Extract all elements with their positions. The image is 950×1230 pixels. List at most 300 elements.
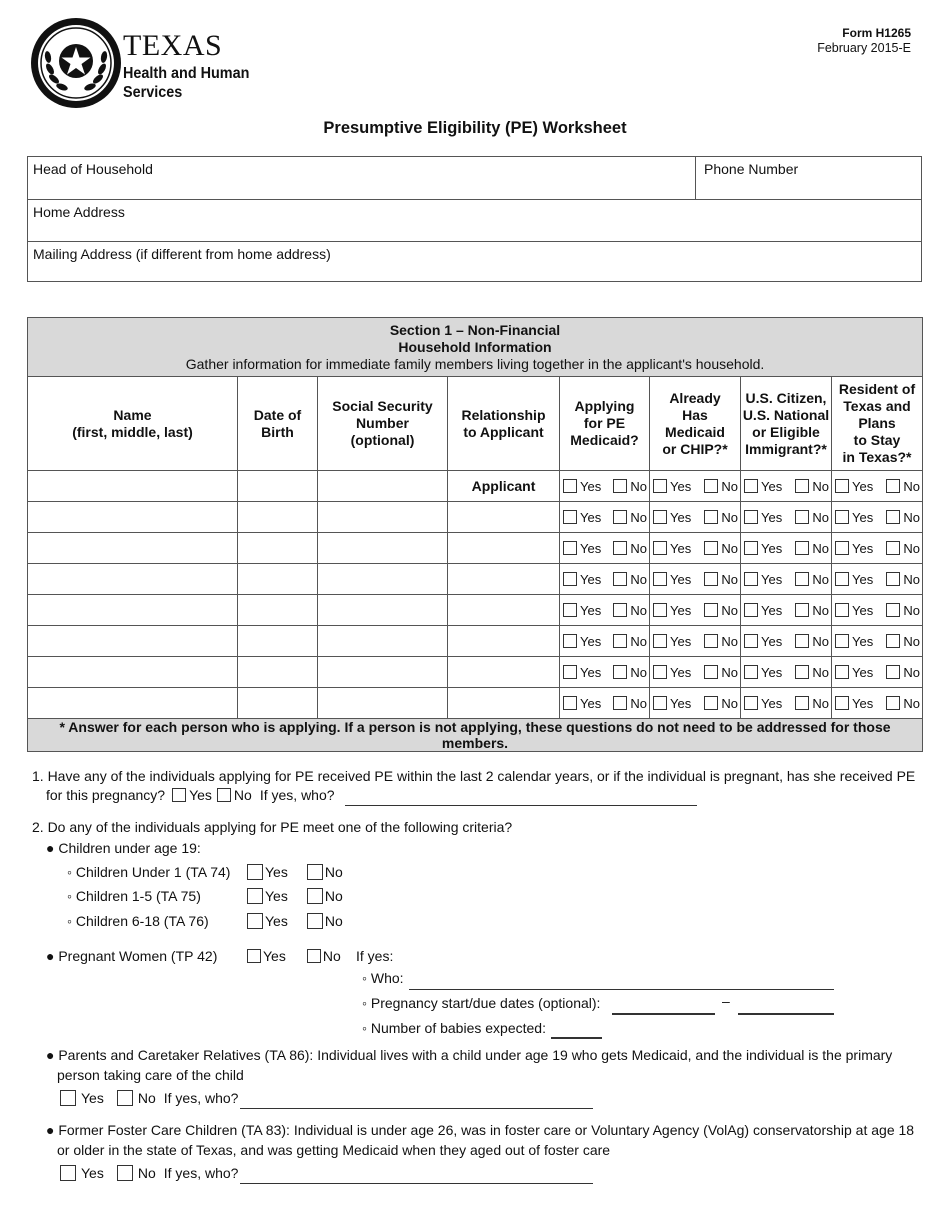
citizen-yes-option — [744, 634, 782, 649]
citizen-no-checkbox[interactable] — [795, 696, 809, 710]
has-medicaid-yes-no — [650, 541, 740, 556]
texas-resident-yes-no — [832, 603, 922, 618]
has-medicaid-yes-no — [650, 696, 740, 711]
babies-expected-input[interactable] — [551, 1037, 602, 1039]
citizen-yes-label: Yes — [761, 633, 783, 649]
applying-pe-no-option — [613, 665, 647, 680]
citizen-yes-option — [744, 510, 782, 525]
texas-resident-no-checkbox[interactable] — [886, 665, 900, 679]
has-medicaid-yes-option — [653, 665, 691, 680]
pregnant-no-checkbox[interactable] — [307, 949, 321, 963]
has-medicaid-no-checkbox[interactable] — [704, 665, 718, 679]
citizen-cell — [741, 533, 832, 564]
relationship-cell[interactable] — [448, 533, 560, 564]
section1-subtitle: Gather information for immediate family members living together in the applicant's household. — [185, 355, 765, 372]
has-medicaid-no-checkbox[interactable] — [704, 696, 718, 710]
children-1-5-label: ◦ Children 1-5 (TA 75) — [67, 888, 201, 904]
applying-pe-cell — [560, 595, 650, 626]
col-ssn-header-line: (optional) — [350, 432, 415, 448]
household-info-box — [27, 156, 922, 282]
texas-resident-yes-option — [835, 665, 873, 680]
citizen-cell — [741, 626, 832, 657]
citizen-yes-checkbox[interactable] — [744, 479, 758, 493]
has-medicaid-yes-option — [653, 634, 691, 649]
has-medicaid-yes-no — [650, 603, 740, 618]
has-medicaid-yes-option — [653, 572, 691, 587]
texas-resident-yes-checkbox[interactable] — [835, 572, 849, 586]
col-has-medicaid-header-line: Has — [682, 406, 708, 423]
applying-pe-yes-no — [560, 541, 649, 556]
pregnant-no-label: No — [322, 948, 341, 964]
has-medicaid-yes-option — [653, 510, 691, 525]
col-applying-pe-header — [560, 377, 650, 471]
applying-pe-cell — [560, 657, 650, 688]
citizen-yes-label: Yes — [761, 695, 783, 711]
texas-resident-cell — [832, 471, 923, 502]
applying-pe-no-label: No — [630, 571, 647, 587]
texas-resident-no-checkbox[interactable] — [886, 572, 900, 586]
dob-cell[interactable] — [238, 533, 318, 564]
texas-resident-yes-label: Yes — [852, 571, 874, 587]
parents-no-checkbox[interactable] — [117, 1090, 133, 1106]
citizen-no-checkbox[interactable] — [795, 634, 809, 648]
applying-pe-no-checkbox[interactable] — [613, 634, 627, 648]
texas-resident-no-checkbox[interactable] — [886, 510, 900, 524]
ssn-cell[interactable] — [318, 502, 448, 533]
citizen-no-checkbox[interactable] — [795, 572, 809, 586]
relationship-cell[interactable] — [448, 688, 560, 719]
has-medicaid-no-option — [704, 696, 738, 711]
citizen-no-label: No — [812, 602, 829, 618]
applying-pe-yes-no — [560, 603, 649, 618]
question1-text-line2: for this pregnancy? — [46, 787, 166, 803]
citizen-no-label: No — [812, 478, 829, 494]
citizen-yes-checkbox[interactable] — [744, 541, 758, 555]
has-medicaid-yes-label: Yes — [670, 509, 692, 525]
citizen-no-option — [795, 696, 829, 711]
dob-cell[interactable] — [238, 595, 318, 626]
citizen-no-option — [795, 479, 829, 494]
q1-yes-checkbox[interactable] — [172, 788, 186, 802]
q1-yes-label: Yes — [189, 787, 212, 803]
name-cell[interactable] — [28, 471, 238, 502]
citizen-yes-label: Yes — [761, 478, 783, 494]
applying-pe-no-label: No — [630, 664, 647, 680]
citizen-yes-checkbox[interactable] — [744, 510, 758, 524]
has-medicaid-no-label: No — [721, 509, 738, 525]
pregnant-who-input-line[interactable] — [409, 989, 834, 990]
applying-pe-yes-checkbox[interactable] — [563, 603, 577, 617]
relationship-cell[interactable] — [448, 564, 560, 595]
parents-no-label: No — [137, 1090, 156, 1106]
has-medicaid-yes-label: Yes — [670, 664, 692, 680]
col-texas-resident-header-line: Texas and — [843, 398, 911, 414]
texas-resident-no-option — [886, 479, 920, 494]
applying-pe-no-checkbox[interactable] — [613, 696, 627, 710]
dob-cell[interactable] — [238, 688, 318, 719]
col-has-medicaid-header — [650, 377, 741, 471]
texas-resident-no-checkbox[interactable] — [886, 634, 900, 648]
has-medicaid-no-checkbox[interactable] — [704, 603, 718, 617]
citizen-no-label: No — [812, 695, 829, 711]
children-under-1-no-label: No — [324, 864, 343, 880]
citizen-yes-label: Yes — [761, 571, 783, 587]
applying-pe-yes-option — [563, 510, 601, 525]
children-1-5-yes-no — [247, 886, 343, 906]
dob-cell[interactable] — [238, 564, 318, 595]
col-citizen-header-line: or Eligible — [752, 423, 820, 440]
has-medicaid-yes-checkbox[interactable] — [653, 510, 667, 524]
parents-yes-label: Yes — [81, 1090, 104, 1106]
has-medicaid-no-label: No — [721, 571, 738, 587]
parents-yes-no — [60, 1088, 238, 1108]
applying-pe-yes-no — [560, 634, 649, 649]
applying-pe-no-checkbox[interactable] — [613, 603, 627, 617]
texas-resident-yes-label: Yes — [852, 602, 874, 618]
question2-text: 2. Do any of the individuals applying for PE meet one of the following criteria? — [32, 819, 513, 835]
texas-resident-cell — [832, 595, 923, 626]
table-row — [28, 657, 923, 688]
home-address-field[interactable] — [28, 199, 921, 241]
pregnancy-due-date-input[interactable] — [738, 1013, 834, 1015]
applying-pe-no-label: No — [630, 478, 647, 494]
applying-pe-yes-label: Yes — [580, 478, 602, 494]
has-medicaid-yes-checkbox[interactable] — [653, 696, 667, 710]
texas-resident-no-option — [886, 634, 920, 649]
table-row — [28, 626, 923, 657]
children-6-18-label: ◦ Children 6-18 (TA 76) — [67, 913, 209, 929]
applying-pe-no-checkbox[interactable] — [613, 665, 627, 679]
applying-pe-cell — [560, 626, 650, 657]
ssn-cell[interactable] — [318, 471, 448, 502]
texas-resident-yes-label: Yes — [852, 695, 874, 711]
q1-who-input-line[interactable] — [345, 805, 697, 806]
children-under-1-no-checkbox[interactable] — [307, 864, 323, 880]
texas-resident-yes-option — [835, 541, 873, 556]
citizen-cell — [741, 657, 832, 688]
citizen-no-option — [795, 510, 829, 525]
dob-cell[interactable] — [238, 657, 318, 688]
relationship-cell[interactable] — [448, 595, 560, 626]
pregnant-yes-checkbox[interactable] — [247, 949, 261, 963]
agency-name-texas: TEXAS — [123, 29, 223, 62]
citizen-yes-no — [741, 634, 831, 649]
dob-cell[interactable] — [238, 626, 318, 657]
children-under-1-yes-checkbox[interactable] — [247, 864, 263, 880]
has-medicaid-cell — [650, 626, 741, 657]
relationship-cell[interactable] — [448, 626, 560, 657]
has-medicaid-no-checkbox[interactable] — [704, 572, 718, 586]
has-medicaid-cell — [650, 533, 741, 564]
citizen-yes-checkbox[interactable] — [744, 634, 758, 648]
col-citizen-header-line: U.S. Citizen, — [745, 389, 827, 406]
texas-resident-yes-no — [832, 510, 922, 525]
applying-pe-yes-label: Yes — [580, 540, 602, 556]
section1-header — [28, 318, 923, 377]
has-medicaid-yes-label: Yes — [670, 695, 692, 711]
ssn-cell[interactable] — [318, 657, 448, 688]
foster-yes-checkbox[interactable] — [60, 1165, 76, 1181]
applying-pe-yes-option — [563, 696, 601, 711]
applying-pe-no-option — [613, 603, 647, 618]
citizen-yes-checkbox[interactable] — [744, 603, 758, 617]
name-cell[interactable] — [28, 502, 238, 533]
name-cell[interactable] — [28, 564, 238, 595]
has-medicaid-yes-label: Yes — [670, 478, 692, 494]
name-cell[interactable] — [28, 688, 238, 719]
texas-resident-yes-option — [835, 479, 873, 494]
relationship-cell[interactable] — [448, 502, 560, 533]
children-under-19-label: ● Children under age 19: — [46, 840, 201, 856]
texas-resident-no-checkbox[interactable] — [886, 479, 900, 493]
ssn-cell[interactable] — [318, 533, 448, 564]
name-cell[interactable] — [28, 533, 238, 564]
col-texas-resident-header-line: to Stay — [853, 432, 901, 448]
texas-resident-no-option — [886, 603, 920, 618]
col-citizen-header-line: U.S. National — [742, 406, 830, 423]
has-medicaid-yes-label: Yes — [670, 633, 692, 649]
citizen-no-label: No — [812, 540, 829, 556]
has-medicaid-no-checkbox[interactable] — [704, 541, 718, 555]
col-applying-pe-header-line: Medicaid? — [570, 432, 639, 448]
citizen-yes-option — [744, 479, 782, 494]
children-6-18-no-checkbox[interactable] — [307, 913, 323, 929]
texas-resident-yes-label: Yes — [852, 664, 874, 680]
col-name-header-line: Name — [113, 406, 152, 423]
citizen-yes-checkbox[interactable] — [744, 572, 758, 586]
has-medicaid-no-option — [704, 634, 738, 649]
children-1-5-no-label: No — [324, 888, 343, 904]
texas-resident-yes-checkbox[interactable] — [835, 479, 849, 493]
texas-resident-no-label: No — [903, 664, 921, 680]
date-range-dash: – — [722, 993, 730, 1009]
citizen-yes-option — [744, 541, 782, 556]
has-medicaid-no-checkbox[interactable] — [704, 479, 718, 493]
foster-if-yes-who-label: If yes, who? — [163, 1165, 239, 1181]
texas-resident-yes-checkbox[interactable] — [835, 541, 849, 555]
applying-pe-yes-checkbox[interactable] — [563, 634, 577, 648]
applying-pe-cell — [560, 564, 650, 595]
col-relationship-header-line: Relationship — [461, 406, 546, 423]
applying-pe-yes-no — [560, 510, 649, 525]
applying-pe-cell — [560, 471, 650, 502]
pregnancy-dates-label: ◦ Pregnancy start/due dates (optional): — [362, 995, 601, 1011]
applying-pe-yes-checkbox[interactable] — [563, 696, 577, 710]
ssn-cell[interactable] — [318, 595, 448, 626]
applying-pe-yes-option — [563, 603, 601, 618]
applying-pe-no-option — [613, 634, 647, 649]
texas-resident-yes-no — [832, 541, 922, 556]
citizen-yes-no — [741, 479, 831, 494]
table-row — [28, 595, 923, 626]
applying-pe-cell — [560, 502, 650, 533]
section1-title-line2: Household Information — [398, 338, 552, 355]
texas-resident-no-checkbox[interactable] — [886, 603, 900, 617]
texas-resident-no-option — [886, 665, 920, 680]
texas-resident-yes-checkbox[interactable] — [835, 634, 849, 648]
applying-pe-yes-checkbox[interactable] — [563, 479, 577, 493]
name-cell[interactable] — [28, 657, 238, 688]
applying-pe-no-label: No — [630, 602, 647, 618]
phone-number-label: Phone Number — [704, 161, 799, 177]
col-name-header-line: (first, middle, last) — [72, 423, 193, 440]
foster-care-text-line1: ● Former Foster Care Children (TA 83): Individual is under age 26, was in foster care or Voluntary Agency (VolAg) conservatorship at age 18 — [46, 1122, 915, 1138]
children-6-18-yes-checkbox[interactable] — [247, 913, 263, 929]
has-medicaid-no-option — [704, 510, 738, 525]
texas-resident-no-checkbox[interactable] — [886, 541, 900, 555]
children-1-5-no-checkbox[interactable] — [307, 888, 323, 904]
texas-resident-no-label: No — [903, 509, 921, 525]
q1-if-yes-who-label: If yes, who? — [259, 787, 335, 803]
pregnant-women-label: ● Pregnant Women (TP 42) — [46, 948, 218, 964]
head-of-household-label: Head of Household — [33, 161, 153, 177]
has-medicaid-no-checkbox[interactable] — [704, 510, 718, 524]
pregnant-yes-label: Yes — [263, 948, 286, 964]
parents-who-input-line[interactable] — [240, 1108, 593, 1109]
texas-resident-no-option — [886, 541, 920, 556]
relationship-cell[interactable] — [448, 657, 560, 688]
has-medicaid-yes-label: Yes — [670, 602, 692, 618]
citizen-yes-option — [744, 603, 782, 618]
texas-resident-yes-no — [832, 665, 922, 680]
form-number: Form H1265 — [842, 26, 911, 40]
has-medicaid-yes-label: Yes — [670, 571, 692, 587]
citizen-yes-option — [744, 696, 782, 711]
mailing-address-field[interactable] — [28, 241, 921, 283]
children-1-5-yes-checkbox[interactable] — [247, 888, 263, 904]
texas-resident-yes-checkbox[interactable] — [835, 665, 849, 679]
question1-text: 1. Have any of the individuals applying for PE received PE within the last 2 calendar years, or if the individual is pregnant, has she received PE — [32, 768, 916, 784]
applying-pe-no-checkbox[interactable] — [613, 479, 627, 493]
ssn-cell[interactable] — [318, 626, 448, 657]
applying-pe-yes-label: Yes — [580, 509, 602, 525]
applying-pe-no-checkbox[interactable] — [613, 510, 627, 524]
ssn-cell[interactable] — [318, 564, 448, 595]
citizen-no-option — [795, 541, 829, 556]
citizen-no-checkbox[interactable] — [795, 603, 809, 617]
pregnant-yes-no — [247, 946, 341, 966]
texas-resident-yes-checkbox[interactable] — [835, 696, 849, 710]
citizen-no-option — [795, 634, 829, 649]
children-6-18-yes-label: Yes — [265, 913, 288, 929]
has-medicaid-no-label: No — [721, 633, 738, 649]
head-of-household-field[interactable] — [28, 157, 921, 199]
citizen-cell — [741, 502, 832, 533]
dob-cell[interactable] — [238, 471, 318, 502]
texas-resident-yes-option — [835, 696, 873, 711]
name-cell[interactable] — [28, 626, 238, 657]
citizen-no-label: No — [812, 664, 829, 680]
has-medicaid-yes-checkbox[interactable] — [653, 572, 667, 586]
citizen-yes-checkbox[interactable] — [744, 696, 758, 710]
parents-yes-checkbox[interactable] — [60, 1090, 76, 1106]
has-medicaid-no-label: No — [721, 695, 738, 711]
applying-pe-no-checkbox[interactable] — [613, 572, 627, 586]
texas-resident-yes-checkbox[interactable] — [835, 510, 849, 524]
applying-pe-yes-no — [560, 696, 649, 711]
texas-resident-yes-no — [832, 634, 922, 649]
texas-resident-cell — [832, 564, 923, 595]
foster-no-checkbox[interactable] — [117, 1165, 133, 1181]
has-medicaid-cell — [650, 688, 741, 719]
has-medicaid-no-option — [704, 603, 738, 618]
has-medicaid-yes-checkbox[interactable] — [653, 541, 667, 555]
texas-resident-no-checkbox[interactable] — [886, 696, 900, 710]
col-relationship-header-line: to Applicant — [463, 423, 544, 440]
table-row — [28, 471, 923, 502]
pregnancy-start-date-input[interactable] — [612, 1013, 715, 1015]
applying-pe-yes-checkbox[interactable] — [563, 541, 577, 555]
citizen-no-checkbox[interactable] — [795, 479, 809, 493]
col-ssn-header — [318, 377, 448, 471]
citizen-yes-option — [744, 665, 782, 680]
texas-resident-cell — [832, 626, 923, 657]
applying-pe-no-option — [613, 572, 647, 587]
has-medicaid-yes-checkbox[interactable] — [653, 479, 667, 493]
citizen-cell — [741, 471, 832, 502]
applying-pe-yes-no — [560, 572, 649, 587]
pregnant-if-yes-label: If yes: — [356, 948, 394, 964]
question1-answer-line — [46, 785, 335, 805]
citizen-no-checkbox[interactable] — [795, 510, 809, 524]
col-date-of-birth-header-line: Date of — [253, 406, 302, 423]
texas-resident-yes-option — [835, 603, 873, 618]
texas-resident-cell — [832, 657, 923, 688]
applying-pe-no-option — [613, 696, 647, 711]
applying-pe-yes-checkbox[interactable] — [563, 510, 577, 524]
applying-pe-no-checkbox[interactable] — [613, 541, 627, 555]
applying-pe-yes-no — [560, 479, 649, 494]
citizen-cell — [741, 688, 832, 719]
col-has-medicaid-header-line: Already — [669, 389, 721, 406]
applying-pe-yes-checkbox[interactable] — [563, 665, 577, 679]
foster-yes-no — [60, 1163, 238, 1183]
name-cell[interactable] — [28, 595, 238, 626]
applying-pe-yes-no — [560, 665, 649, 680]
q1-no-checkbox[interactable] — [217, 788, 231, 802]
citizen-yes-label: Yes — [761, 540, 783, 556]
citizen-no-checkbox[interactable] — [795, 541, 809, 555]
ssn-cell[interactable] — [318, 688, 448, 719]
texas-resident-yes-no — [832, 479, 922, 494]
citizen-no-checkbox[interactable] — [795, 665, 809, 679]
has-medicaid-yes-checkbox[interactable] — [653, 634, 667, 648]
applying-pe-yes-option — [563, 541, 601, 556]
foster-who-input-line[interactable] — [240, 1183, 593, 1184]
has-medicaid-no-checkbox[interactable] — [704, 634, 718, 648]
citizen-yes-option — [744, 572, 782, 587]
phone-number-field[interactable] — [695, 157, 799, 199]
table-row — [28, 533, 923, 564]
dob-cell[interactable] — [238, 502, 318, 533]
citizen-yes-checkbox[interactable] — [744, 665, 758, 679]
texas-resident-cell — [832, 502, 923, 533]
col-name-header — [28, 377, 238, 471]
texas-resident-yes-checkbox[interactable] — [835, 603, 849, 617]
has-medicaid-no-option — [704, 541, 738, 556]
citizen-no-option — [795, 603, 829, 618]
children-6-18-yes-no — [247, 911, 343, 931]
has-medicaid-yes-checkbox[interactable] — [653, 603, 667, 617]
applying-pe-yes-checkbox[interactable] — [563, 572, 577, 586]
col-texas-resident-header-line: in Texas?* — [842, 449, 912, 465]
relationship-cell[interactable]: Applicant — [448, 471, 560, 502]
texas-resident-yes-no — [832, 696, 922, 711]
texas-resident-no-label: No — [903, 695, 921, 711]
has-medicaid-cell — [650, 471, 741, 502]
applying-pe-yes-option — [563, 634, 601, 649]
has-medicaid-yes-checkbox[interactable] — [653, 665, 667, 679]
